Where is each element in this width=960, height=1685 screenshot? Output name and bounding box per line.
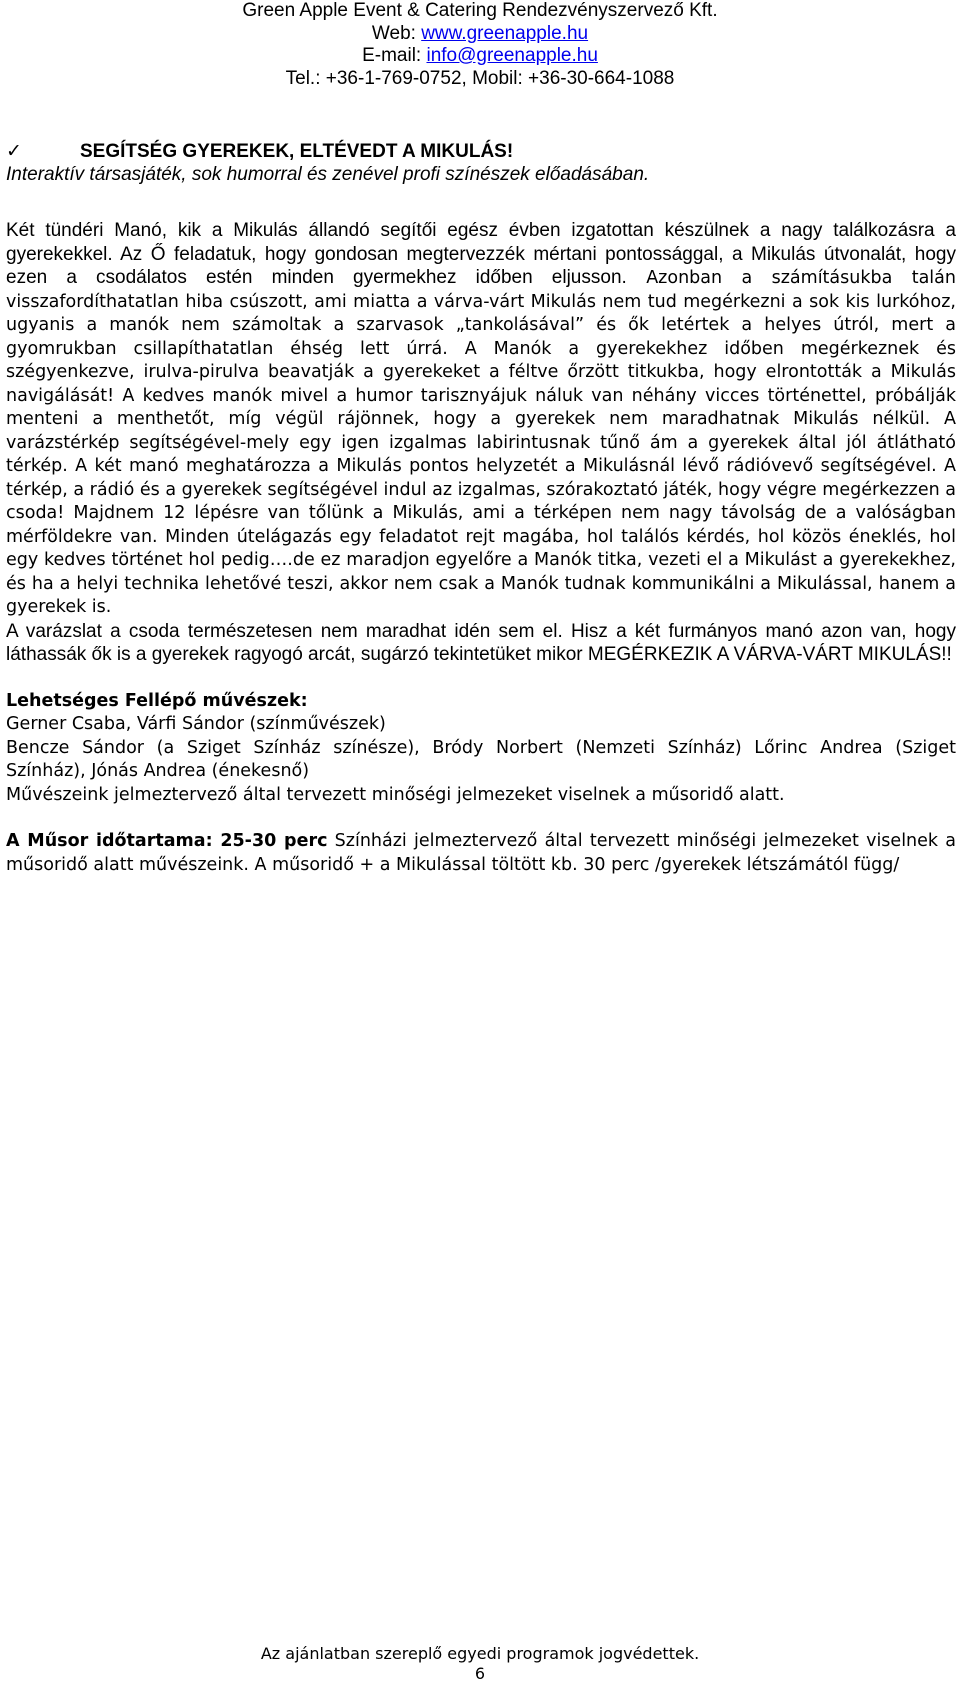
email-line bbox=[0, 45, 960, 68]
checkmark-icon: ✓ bbox=[6, 141, 22, 162]
page-number: 6 bbox=[474, 1664, 486, 1683]
program-title: SEGÍTSÉG GYEREKEK, ELTÉVEDT A MIKULÁS! bbox=[80, 141, 514, 162]
web-line bbox=[0, 23, 960, 46]
document-body bbox=[6, 219, 956, 877]
program-heading bbox=[6, 140, 956, 186]
page-footer bbox=[0, 1644, 960, 1684]
duration-label: A Műsor időtartama: 25-30 perc bbox=[6, 831, 328, 851]
web-label: Web: bbox=[371, 22, 422, 44]
phone-line: Tel.: +36-1-769-0752, Mobil: +36-30-664-1088 bbox=[285, 67, 675, 89]
intro-sans-text: Két tündéri Manó, kik a Mikulás állandó segítői egész évben izgatottan készülnek a nagy találkozásra a gyerekekkel. Az Ő feladatuk, hogy gondosan megtervezzék mértani pontossággal, a Mikulás útvonalát, hogy ezen a csodálatos estén minden gyermekhez időben eljusson. bbox=[6, 220, 956, 288]
finale-paragraph: A varázslat a csoda természetesen nem maradhat idén sem el. Hisz a két furmányos manó azon van, hogy láthassák ők is a gyerekek ragyogó arcát, sugárzó tekintetüket mikor MEGÉRKEZIK A VÁRVA-VÁRT MIKULÁS!! bbox=[6, 620, 956, 665]
performers-line-2: Bencze Sándor (a Sziget Színház színésze), Bródy Norbert (Nemzeti Színház) Lőrinc Andrea (Sziget Színház), Jónás Andrea (énekesnő) bbox=[6, 737, 956, 781]
email-label: E-mail: bbox=[362, 45, 427, 66]
duration-text: Színházi jelmeztervező által tervezett minőségi jelmezeket viselnek a műsoridő alatt művészeink. A műsoridő + a Mikulással töltött kb. 30 perc /gyerekek létszámától függ/ bbox=[6, 831, 956, 875]
performers-heading-text: Lehetséges Fellépő művészek: bbox=[6, 690, 308, 711]
web-link[interactable]: www.greenapple.hu bbox=[421, 22, 589, 44]
duration-paragraph bbox=[6, 830, 956, 877]
intro-paragraph bbox=[6, 219, 956, 620]
program-subtitle: Interaktív társasjáték, sok humorral és zenével profi színészek előadásában. bbox=[6, 164, 650, 185]
company-name: Green Apple Event & Catering Rendezvényszervező Kft. bbox=[242, 0, 718, 21]
copyright-notice: Az ajánlatban szereplő egyedi programok jogvédettek. bbox=[260, 1644, 700, 1663]
email-link[interactable]: info@greenapple.hu bbox=[426, 45, 598, 66]
performers-line-3: Művészeink jelmeztervező által tervezett minőségi jelmezeket viselnek a műsoridő alatt. bbox=[6, 784, 785, 805]
letterhead bbox=[0, 0, 960, 90]
intro-story-text: Azonban a számításukba talán visszafordíthatatlan hiba csúszott, ami miatta a várva-várt Mikulás nem tud megérkezni a sok kis lurkóhoz, ugyanis a manók nem számoltak a szarvasok „tankolásával” és ők letértek a helyes útról, mert a gyomrukban csillapíthatatlan éhség lett úrrá. A Manók a gyerekekhez időben megérkeznek és szégyenkezve, irulva-pirulva beavatják a gyerekeket a féltve őrzött titkukba, hogy elrontották a Mikulás navigálását! A kedves manók mivel a humor tarisznyájuk náluk van néhány vicces történettel, próbálják menteni a menthetőt, míg végül rájönnek, hogy a gyerekek nem maradhatnak Mikulás nélkül. A varázstérkép segítségével-mely egy igen izgalmas labirintusnak tűnő ám a gyerekek által jól átlátható térkép. A két manó meghatározza a Mikulás pontos helyzetét a Mikulásnál lévő rádióvevő segítségével. A térkép, a rádió és a gyerekek segítségével indul az izgalmas, szórakoztató játék, hogy végre megérkezzen a csoda! Majdnem 12 lépésre van tőlünk a Mikulás, ami a térképen nem nagy távolság de a valóságban mérföldekre van. Minden útelágazás egy feladatot rejt magába, hol találós kérdés, hol közös éneklés, hol egy kedves történet hol pedig….de ez maradjon egyelőre a Manók titka, vezeti el a Mikulást a gyerekekhez, és ha a helyi technika lehetővé teszi, akkor nem csak a Manók tudnak kommunikálni a Mikulással, hanem a gyerekek is. bbox=[6, 268, 956, 617]
performers-heading bbox=[6, 690, 956, 714]
performers-line-1: Gerner Csaba, Várfi Sándor (színművészek) bbox=[6, 714, 386, 734]
